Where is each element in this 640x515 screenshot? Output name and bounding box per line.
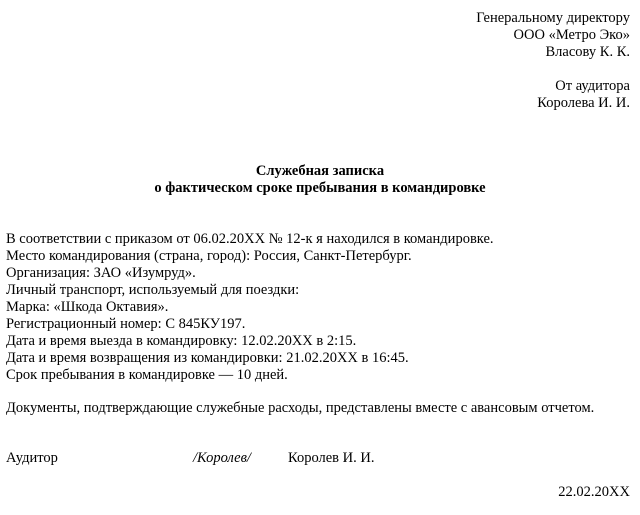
signature-name: Королев И. И.	[288, 450, 375, 466]
addressee-line-name: Власову К. К.	[545, 44, 630, 60]
document-subtitle: о фактическом сроке пребывания в командировке	[154, 180, 486, 196]
signature-mark: /Королев/	[193, 450, 251, 466]
body-line: Марка: «Шкода Октавия».	[6, 299, 169, 315]
document-date: 22.02.20ХХ	[558, 484, 630, 500]
body-line: Организация: ЗАО «Изумруд».	[6, 265, 196, 281]
document-title: Служебная записка	[255, 163, 385, 179]
body-line: Личный транспорт, используемый для поездки:	[6, 282, 300, 298]
body-line: Дата и время выезда в командировку: 12.02.20ХХ в 2:15.	[6, 333, 357, 349]
body-line: Место командирования (страна, город): Россия, Санкт-Петербург.	[6, 248, 412, 264]
sender-line-role: От аудитора	[555, 78, 630, 94]
body-line: Дата и время возвращения из командировки: 21.02.20ХХ в 16:45.	[6, 350, 409, 366]
addressee-line-title: Генеральному директору	[476, 10, 630, 26]
documents-note: Документы, подтверждающие служебные расходы, представлены вместе с авансовым отчетом.	[6, 400, 595, 416]
body-line: В соответствии с приказом от 06.02.20ХХ № 12-к я находился в командировке.	[6, 231, 494, 247]
body-line: Регистрационный номер: С 845КУ197.	[6, 316, 246, 332]
sender-line-name: Королева И. И.	[537, 95, 630, 111]
body-line: Срок пребывания в командировке — 10 дней.	[6, 367, 288, 383]
addressee-line-company: ООО «Метро Эко»	[513, 27, 630, 43]
signature-role: Аудитор	[6, 450, 58, 466]
